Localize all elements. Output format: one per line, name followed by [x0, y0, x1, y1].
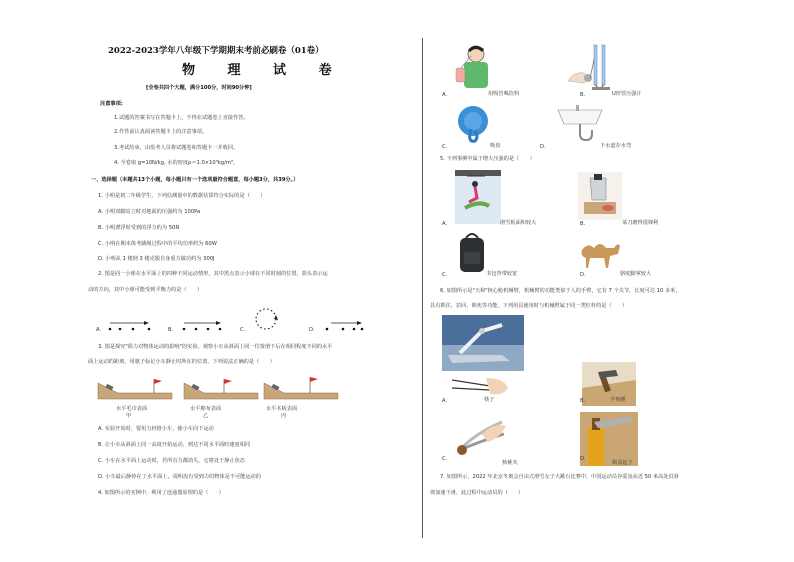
notes-heading: 注意事项: [100, 101, 123, 107]
note-item: 3.考试结束，由监考人员将试题卷和答题卡一并收回。 [114, 145, 239, 151]
option-caption: 筷子 [484, 397, 495, 403]
exam-title: 2022-2023学年八年级下学期期末考前必刷卷（01卷） [108, 46, 324, 56]
option-label: D. [540, 144, 546, 150]
option-caption: 羊角锤 [610, 397, 626, 403]
option-caption: 吸盘 [490, 143, 501, 149]
option-text: C. 小车在水平面上运动时，若所有力都消失，它将处于静止状态 [98, 458, 245, 464]
option-text: A. 小明双脚站立时对地面的压强约为 100Pa [98, 209, 201, 215]
option-label: B. [580, 221, 586, 227]
option-label: B. [580, 398, 586, 404]
section-heading: 一、选择题（本题共13个小题，每小题只有一个选项最符合题意，每小题3分，共39分。） [91, 177, 299, 183]
suction-cup-image [453, 101, 493, 145]
figure-caption: 丙 [281, 413, 287, 419]
option-caption: 用吸管喝饮料 [488, 91, 520, 97]
option-caption: 下水道存水弯 [600, 143, 632, 149]
question-stem: 面上运动的距离，用旗子标记小车静止时所在的位置。下列说法正确的是（ ） [88, 359, 275, 365]
figure-caption: 水平棉布表面 [190, 406, 222, 412]
question-stem: 坡加速下滑，此过程中运动员的（ ） [430, 490, 524, 496]
chopsticks-image [450, 372, 510, 398]
option-caption: 菜刀磨得很锋利 [622, 220, 659, 226]
column-divider [422, 38, 423, 538]
option-label: A. [96, 327, 102, 333]
option-label: A. [442, 221, 448, 227]
claw-hammer-image [582, 362, 636, 406]
note-item: 2.作答前认真阅读答题卡上的注意事项。 [114, 129, 208, 135]
question-stem: 4. 如图所示的实例中，利用了连通器原理的是（ ） [98, 490, 224, 496]
option-caption: U形管压强计 [612, 91, 642, 97]
question-stem: 1. 小明是初二年级学生，下列估测量中的数据估算符合实际的是（ ） [98, 193, 266, 199]
figure-caption: 水平毛巾表面 [116, 406, 148, 412]
camel-image [574, 236, 624, 274]
option-label: D. [580, 272, 586, 278]
question-stem: 7. 如图所示，2022 年北京冬奥会自由式滑雪女子大跳台比赛中，中国运动员谷爱凌从近 50 米高处沿斜 [440, 474, 679, 480]
option-label: D. [309, 327, 315, 333]
motion-diagram-c [248, 303, 284, 335]
figure-caption: 甲 [126, 413, 132, 419]
option-label: B. [168, 327, 174, 333]
skier-image [455, 170, 501, 224]
u-tube-manometer-image [564, 43, 620, 93]
straw-drink-image [452, 42, 492, 92]
option-caption: 书包背带较宽 [486, 271, 518, 277]
option-text: B. 让小车从斜面上同一高度开始运动，到达不同水平面时速度相同 [98, 442, 251, 448]
option-caption: 核桃夹 [502, 460, 518, 466]
option-label: C. [240, 327, 246, 333]
option-text: D. 小车最后静停在了水平面上，说明没有受到力的物体是不可能运动的 [98, 474, 261, 480]
motion-diagram-d [317, 318, 369, 334]
subject-title: 物 理 试 卷 [182, 63, 346, 78]
figure-caption: 水平木板表面 [266, 406, 298, 412]
option-caption: 滑雪板面积较大 [500, 220, 537, 226]
bottle-opener-image [580, 412, 638, 466]
option-text: C. 小明在期末体考跳绳过程中的平均功率约为 60W [98, 241, 217, 247]
sink-drain-image [556, 104, 604, 148]
motion-diagram-b [176, 318, 228, 334]
option-label: C. [442, 144, 448, 150]
option-label: A. [442, 92, 448, 98]
exam-info: [全卷共四个大题，满分100分，时间90分钟] [146, 85, 252, 91]
option-text: D. 小明从 1 楼到 3 楼克服自身重力做功约为 300J [98, 256, 215, 262]
incline-experiment-figure [96, 371, 342, 407]
question-stem: 5. 下列事例中属于增大压强的是（ ） [440, 156, 535, 162]
question-stem: 2. 图是同一小球在水平面上的四种不同运动情形，其中黑点表示小球在不同时刻的位置，箭头表示运 [98, 271, 328, 277]
question-stem: 3. 图是探究"阻力对物体运动的影响"的实验。观察小车从斜面上同一位置滑下后在相同程度不同的水平 [98, 344, 333, 350]
note-item: 4. 全卷取 g=10N/kg, 水的密度ρ＝1.0×10³kg/m³。 [114, 160, 239, 166]
question-stem: 动的方向，其中小球可能受到平衡力的是（ ） [88, 287, 203, 293]
question-stem: 6. 如图所示是"天和"核心舱机械臂，机械臂的功能类似于人的手臂，它有 7 个关节，长度可达 10 多米， [440, 288, 681, 294]
nutcracker-image [454, 414, 508, 462]
option-label: C. [442, 456, 448, 462]
option-label: D. [580, 456, 586, 462]
option-text: A. 实验开始时，要用力轻推小车，使小车向下运动 [98, 426, 214, 432]
option-caption: 骆驼脚掌较大 [620, 271, 652, 277]
kitchen-knife-image [578, 172, 622, 220]
motion-diagram-a [104, 318, 156, 334]
option-caption: 瓶盖起子 [612, 460, 633, 466]
option-label: A. [442, 398, 448, 404]
figure-caption: 乙 [203, 413, 209, 419]
robotic-arm-image [442, 315, 524, 371]
question-stem: 具有抓住、拉回、锁死等功能。下列用具使用时与机械臂属于同一类杠杆的是（ ） [430, 303, 628, 309]
option-label: C. [442, 272, 448, 278]
option-label: B. [580, 92, 586, 98]
note-item: 1.试题的答案书写在答题卡上，不得在试题卷上直接作答。 [114, 115, 249, 121]
option-text: B. 小明漂浮时受到的浮力约为 50N [98, 225, 180, 231]
